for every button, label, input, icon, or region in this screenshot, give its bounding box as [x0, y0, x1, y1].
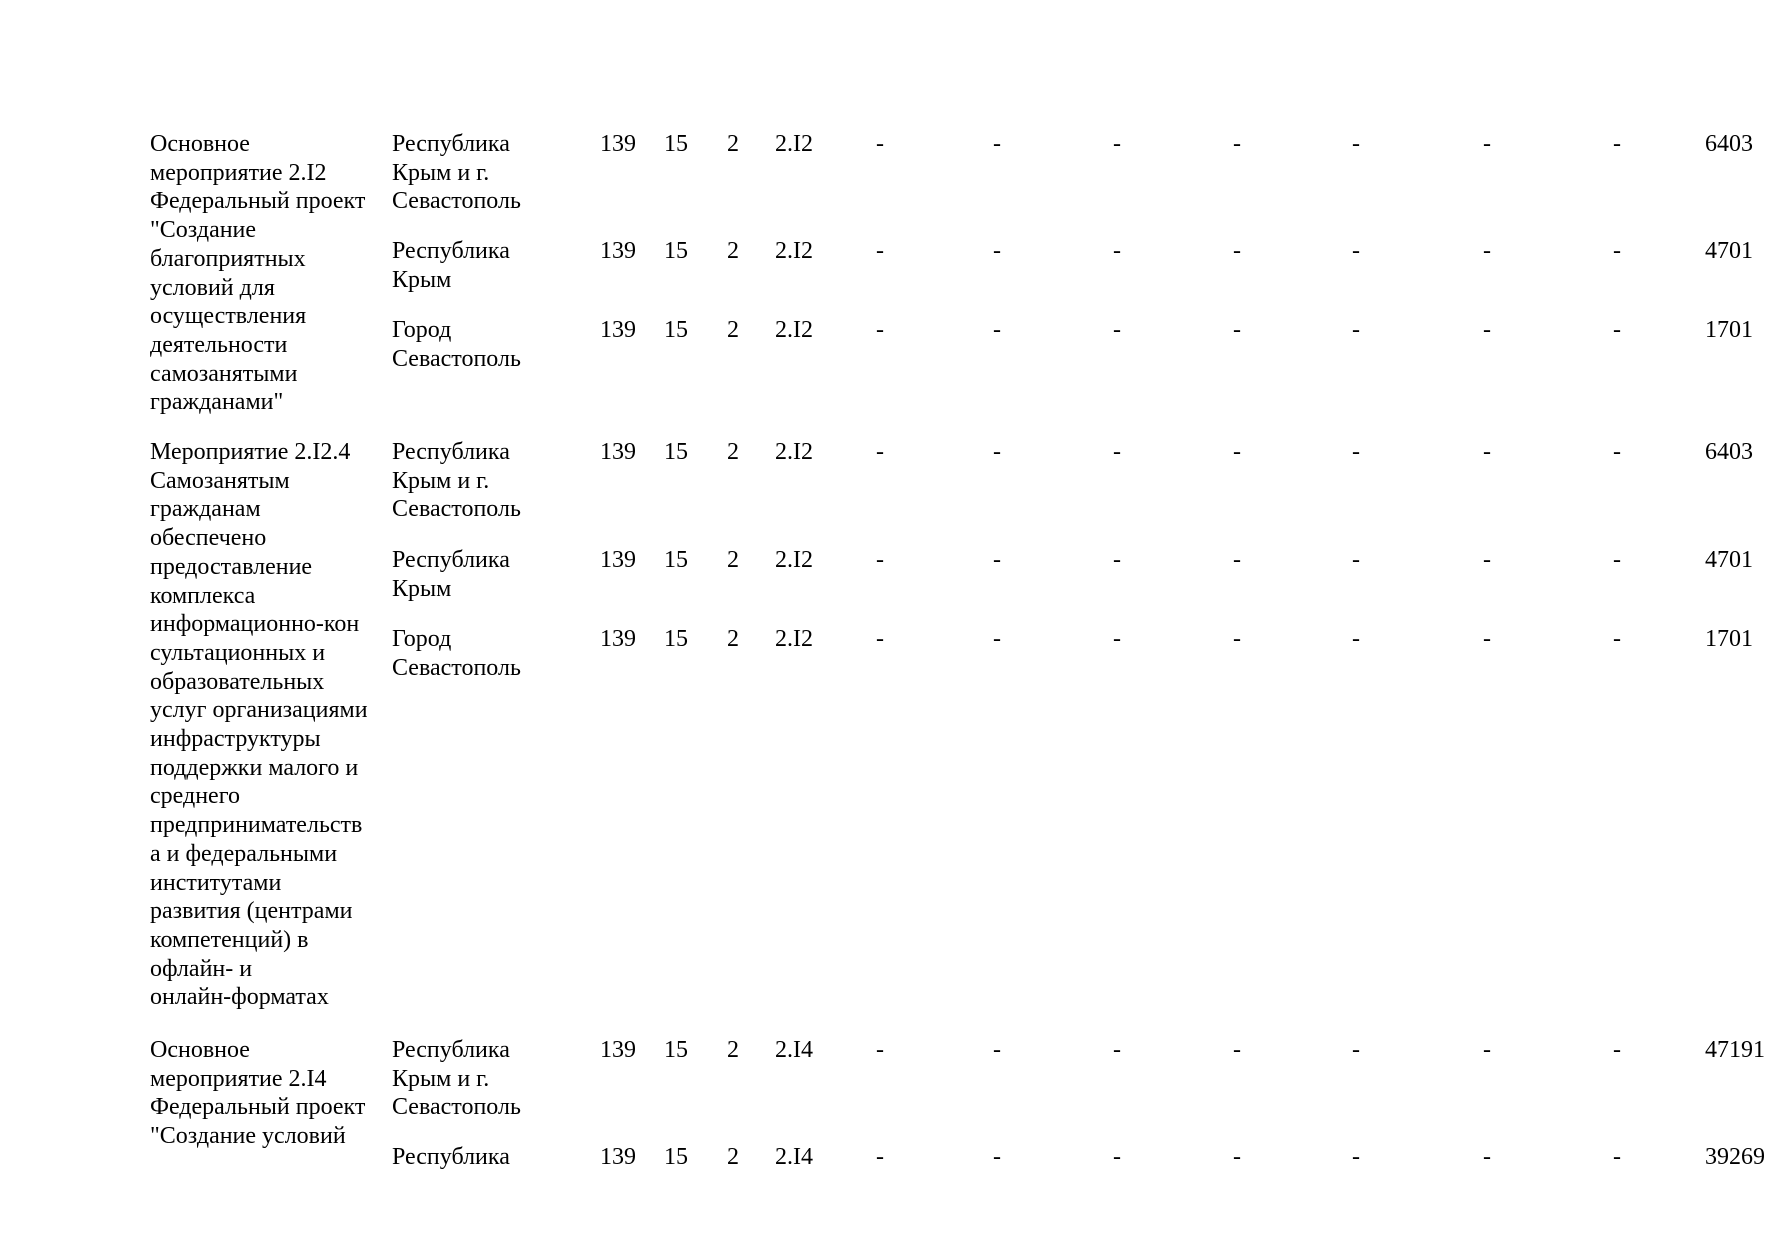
empty-value-dash: - [1233, 238, 1241, 264]
grbs-code: 139 [600, 439, 636, 465]
subprogram-code: 2 [727, 238, 739, 264]
region-cell: Республика Крым [392, 238, 510, 293]
empty-value-dash: - [876, 1037, 884, 1063]
region-cell: Город Севастополь [392, 626, 521, 681]
grbs-code: 139 [600, 131, 636, 157]
program-code: 15 [664, 131, 688, 157]
subprogram-code: 2 [727, 439, 739, 465]
empty-value-dash: - [1483, 547, 1491, 573]
empty-value-dash: - [1233, 1037, 1241, 1063]
amount-value: 1701 [1705, 626, 1753, 652]
empty-value-dash: - [993, 238, 1001, 264]
empty-value-dash: - [1613, 439, 1621, 465]
empty-value-dash: - [876, 1144, 884, 1170]
activity-code: 2.I4 [775, 1037, 813, 1063]
program-code: 15 [664, 626, 688, 652]
empty-value-dash: - [1113, 1144, 1121, 1170]
empty-value-dash: - [1233, 131, 1241, 157]
empty-value-dash: - [1352, 547, 1360, 573]
empty-value-dash: - [993, 547, 1001, 573]
empty-value-dash: - [1613, 547, 1621, 573]
subprogram-code: 2 [727, 547, 739, 573]
empty-value-dash: - [1233, 1144, 1241, 1170]
amount-value: 6403 [1705, 131, 1753, 157]
activity-code: 2.I2 [775, 317, 813, 343]
empty-value-dash: - [1613, 626, 1621, 652]
empty-value-dash: - [876, 439, 884, 465]
activity-name: Мероприятие 2.I2.4 Самозанятым гражданам обеспечено предоставление комплекса информационно-кон сультационных и образовательных услуг организациями инфраструктуры поддержки малого и среднего предпринимательств а и федеральными институтами развития (центрами компетенций) в офлайн- и онлайн-форматах [150, 439, 368, 1011]
region-cell: Республика [392, 1144, 510, 1170]
empty-value-dash: - [1233, 547, 1241, 573]
empty-value-dash: - [1613, 1144, 1621, 1170]
program-code: 15 [664, 1144, 688, 1170]
activity-code: 2.I2 [775, 238, 813, 264]
empty-value-dash: - [1483, 317, 1491, 343]
grbs-code: 139 [600, 1037, 636, 1063]
empty-value-dash: - [876, 547, 884, 573]
grbs-code: 139 [600, 1144, 636, 1170]
empty-value-dash: - [1113, 131, 1121, 157]
empty-value-dash: - [1233, 317, 1241, 343]
empty-value-dash: - [1352, 238, 1360, 264]
empty-value-dash: - [993, 1037, 1001, 1063]
empty-value-dash: - [1483, 238, 1491, 264]
subprogram-code: 2 [727, 317, 739, 343]
program-code: 15 [664, 439, 688, 465]
activity-code: 2.I4 [775, 1144, 813, 1170]
empty-value-dash: - [993, 626, 1001, 652]
grbs-code: 139 [600, 238, 636, 264]
subprogram-code: 2 [727, 1144, 739, 1170]
activity-name: Основное мероприятие 2.I4 Федеральный проект "Создание условий [150, 1037, 366, 1150]
empty-value-dash: - [1113, 1037, 1121, 1063]
activity-code: 2.I2 [775, 626, 813, 652]
activity-code: 2.I2 [775, 439, 813, 465]
region-cell: Республика Крым и г. Севастополь [392, 1037, 521, 1121]
grbs-code: 139 [600, 547, 636, 573]
empty-value-dash: - [1352, 626, 1360, 652]
grbs-code: 139 [600, 317, 636, 343]
amount-value: 39269 [1705, 1144, 1765, 1170]
region-cell: Республика Крым и г. Севастополь [392, 439, 521, 523]
empty-value-dash: - [1483, 439, 1491, 465]
program-code: 15 [664, 238, 688, 264]
empty-value-dash: - [1113, 317, 1121, 343]
empty-value-dash: - [1233, 439, 1241, 465]
empty-value-dash: - [1113, 547, 1121, 573]
amount-value: 4701 [1705, 547, 1753, 573]
subprogram-code: 2 [727, 1037, 739, 1063]
amount-value: 6403 [1705, 439, 1753, 465]
empty-value-dash: - [1483, 626, 1491, 652]
empty-value-dash: - [876, 317, 884, 343]
empty-value-dash: - [1483, 1037, 1491, 1063]
empty-value-dash: - [1483, 131, 1491, 157]
empty-value-dash: - [876, 238, 884, 264]
region-cell: Республика Крым [392, 547, 510, 602]
empty-value-dash: - [1113, 439, 1121, 465]
empty-value-dash: - [1613, 238, 1621, 264]
activity-code: 2.I2 [775, 131, 813, 157]
amount-value: 1701 [1705, 317, 1753, 343]
empty-value-dash: - [1352, 1037, 1360, 1063]
activity-code: 2.I2 [775, 547, 813, 573]
empty-value-dash: - [1613, 131, 1621, 157]
empty-value-dash: - [876, 131, 884, 157]
program-code: 15 [664, 317, 688, 343]
grbs-code: 139 [600, 626, 636, 652]
empty-value-dash: - [1613, 317, 1621, 343]
empty-value-dash: - [993, 317, 1001, 343]
subprogram-code: 2 [727, 131, 739, 157]
empty-value-dash: - [1352, 131, 1360, 157]
empty-value-dash: - [1613, 1037, 1621, 1063]
subprogram-code: 2 [727, 626, 739, 652]
amount-value: 47191 [1705, 1037, 1765, 1063]
empty-value-dash: - [1352, 317, 1360, 343]
program-code: 15 [664, 547, 688, 573]
empty-value-dash: - [993, 439, 1001, 465]
empty-value-dash: - [1233, 626, 1241, 652]
empty-value-dash: - [1113, 626, 1121, 652]
program-code: 15 [664, 1037, 688, 1063]
empty-value-dash: - [1483, 1144, 1491, 1170]
empty-value-dash: - [993, 1144, 1001, 1170]
amount-value: 4701 [1705, 238, 1753, 264]
region-cell: Республика Крым и г. Севастополь [392, 131, 521, 215]
empty-value-dash: - [1352, 439, 1360, 465]
empty-value-dash: - [993, 131, 1001, 157]
activity-name: Основное мероприятие 2.I2 Федеральный проект "Создание благоприятных условий для осуществления деятельности самозанятыми гражданами" [150, 131, 366, 416]
empty-value-dash: - [1113, 238, 1121, 264]
region-cell: Город Севастополь [392, 317, 521, 372]
empty-value-dash: - [1352, 1144, 1360, 1170]
empty-value-dash: - [876, 626, 884, 652]
